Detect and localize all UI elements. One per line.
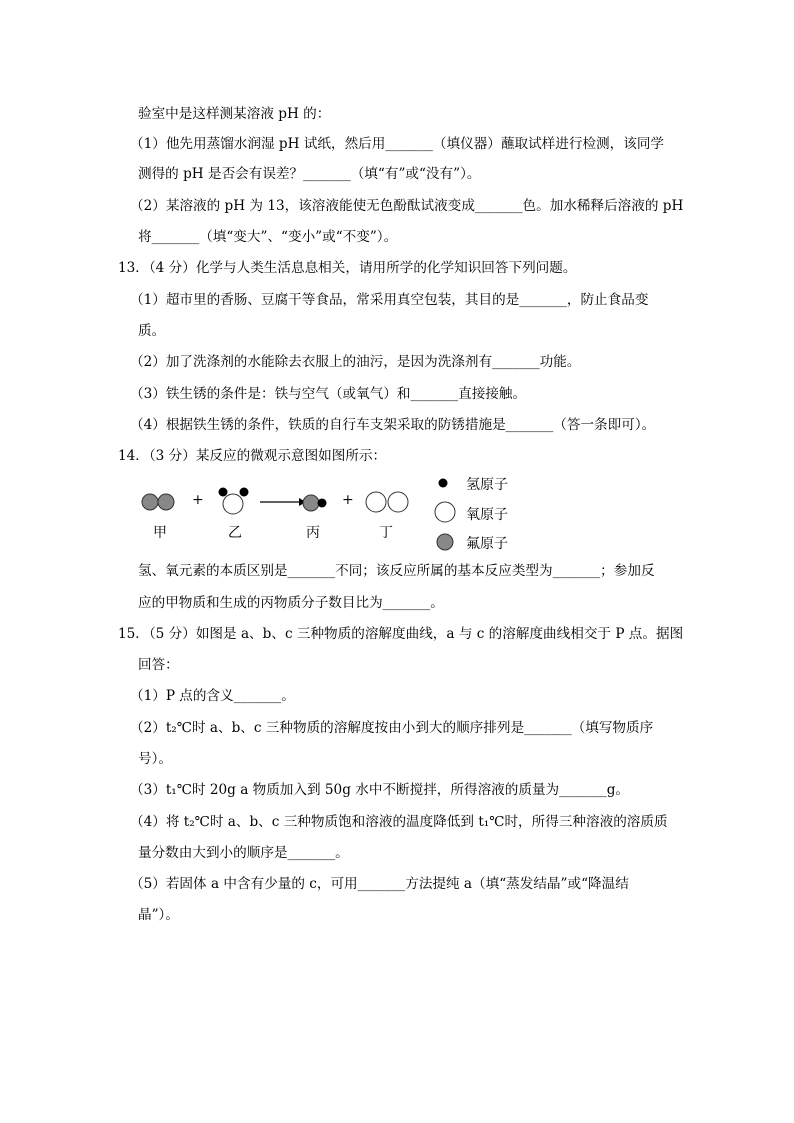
text-line: （3）t₁℃时 20g a 物质加入到 50g 水中不断搅拌，所得溶液的质量为_______g。 <box>130 782 630 798</box>
legend-fluorine-icon <box>437 534 453 550</box>
reaction-diagram <box>136 476 556 556</box>
hydrogen-atom <box>219 488 228 497</box>
label-bing: 丙 <box>306 525 320 541</box>
text-line: 验室中是这样测某溶液 pH 的： <box>138 106 331 122</box>
plus-sign: + <box>342 492 354 508</box>
oxygen-atom <box>223 494 243 514</box>
text-line: （4）将 t₂℃时 a、b、c 三种物质饱和溶液的温度降低到 t₁℃时，所得三种溶液的溶质质 <box>130 814 668 830</box>
fluorine-atom <box>303 495 319 511</box>
legend-oxygen-label: 氧原子 <box>466 507 508 523</box>
label-jia: 甲 <box>153 525 167 541</box>
text-line: 晶”）。 <box>138 907 179 923</box>
text-line: （1）他先用蒸馏水润湿 pH 试纸，然后用_______（填仪器）蘸取试样进行检测，该同学 <box>130 136 665 152</box>
legend-oxygen-icon <box>435 502 455 522</box>
text-line: （2）加了洗涤剂的水能除去衣服上的油污，是因为洗涤剂有_______功能。 <box>130 354 581 370</box>
text-line: 号）。 <box>138 751 172 767</box>
legend-fluorine-label: 氟原子 <box>466 536 508 552</box>
text-line: 回答： <box>138 657 179 673</box>
text-line: 测得的 pH 是否会有误差？_______（填“有”或“没有”）。 <box>138 166 481 182</box>
text-line: （4）根据铁生锈的条件，铁质的自行车支架采取的防锈措施是_______（答一条即可）。 <box>130 417 656 433</box>
oxygen-atom <box>366 492 386 512</box>
oxygen-atom <box>388 492 408 512</box>
text-line: 应的甲物质和生成的丙物质分子数目比为_______。 <box>138 595 444 611</box>
question-15-title: 15．（5 分）如图是 a、b、c 三种物质的溶解度曲线，a 与 c 的溶解度曲线相交于 P 点。据图 <box>118 626 684 642</box>
question-14-title: 14．（3 分）某反应的微观示意图如图所示： <box>118 448 387 464</box>
text-line: 质。 <box>138 323 166 339</box>
hydrogen-atom <box>318 499 327 508</box>
text-line: 将_______（填“变大”、“变小”或“不变”）。 <box>138 229 398 245</box>
fluorine-atom <box>142 494 158 510</box>
text-line: （2）t₂℃时 a、b、c 三种物质的溶解度按由小到大的顺序排列是_______（填写物质序 <box>130 720 654 736</box>
text-line: （2）某溶液的 pH 为 13，该溶液能使无色酚酞试液变成_______色。加水稀释后溶液的 pH <box>130 198 684 214</box>
label-ding: 丁 <box>379 525 393 541</box>
label-yi: 乙 <box>228 525 242 541</box>
text-line: （3）铁生锈的条件是：铁与空气（或氧气）和_______直接接触。 <box>130 386 527 402</box>
text-line: 量分数由大到小的顺序是_______。 <box>138 845 349 861</box>
hydrogen-atom <box>240 488 249 497</box>
text-line: 氢、氧元素的本质区别是_______不同；该反应所属的基本反应类型为_______；参加反 <box>138 563 655 579</box>
plus-sign: + <box>192 492 204 508</box>
legend-hydrogen-icon <box>439 479 448 488</box>
text-line: （5）若固体 a 中含有少量的 c，可用_______方法提纯 a（填“蒸发结晶”或“降温结 <box>130 876 629 892</box>
fluorine-atom <box>158 494 174 510</box>
text-line: （1）P 点的含义_______。 <box>130 688 295 704</box>
legend-hydrogen-label: 氢原子 <box>466 477 508 493</box>
text-line: （1）超市里的香肠、豆腐干等食品，常采用真空包装，其目的是_______，防止食品变 <box>130 292 649 308</box>
question-13-title: 13．（4 分）化学与人类生活息息相关，请用所学的化学知识回答下列问题。 <box>118 260 577 276</box>
